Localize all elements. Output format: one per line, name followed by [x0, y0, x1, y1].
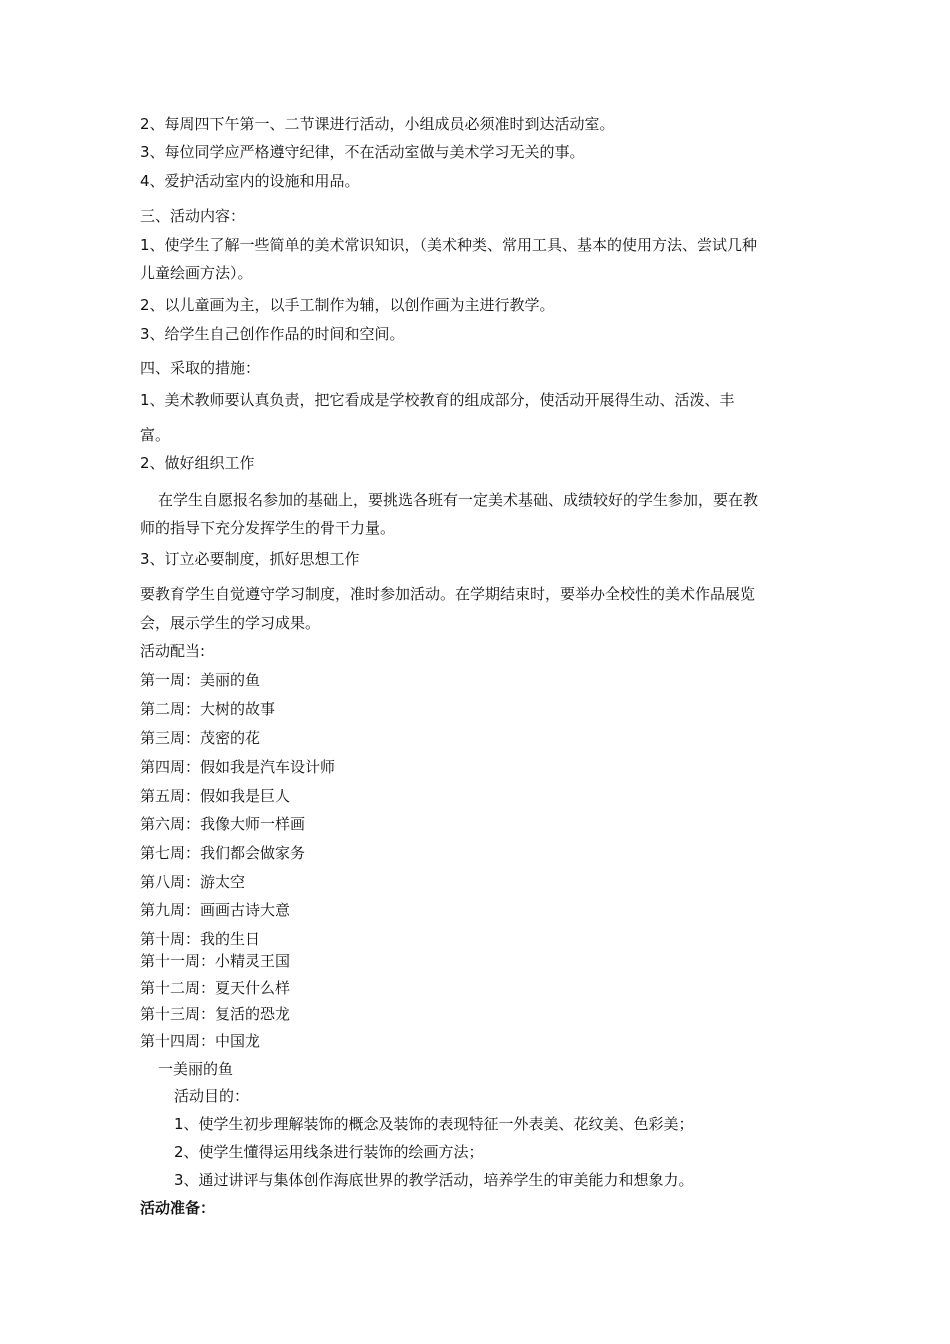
- schedule-item: 第四周：假如我是汽车设计师: [140, 758, 336, 776]
- text-line: 2、以儿童画为主，以手工制作为辅，以创作画为主进行教学。: [140, 296, 555, 314]
- lesson-goal-heading: 活动目的：: [174, 1087, 250, 1105]
- schedule-item: 第六周：我像大师一样画: [140, 815, 306, 833]
- text-line: 2、做好组织工作: [140, 454, 255, 472]
- section-heading: 三、活动内容：: [140, 207, 246, 225]
- lesson-title: 一美丽的鱼: [158, 1060, 234, 1078]
- lesson-goal-item: 2、使学生懂得运用线条进行装饰的绘画方法；: [174, 1143, 484, 1161]
- text-line: 富。: [140, 426, 171, 444]
- text-line: 儿童绘画方法）。: [140, 264, 253, 282]
- schedule-item: 第十三周：复活的恐龙: [140, 1005, 291, 1023]
- text-line: 3、给学生自己创作作品的时间和空间。: [140, 325, 405, 343]
- schedule-item: 第十四周：中国龙: [140, 1032, 261, 1050]
- text-line: 要教育学生自觉遵守学习制度，准时参加活动。在学期结束时，要举办全校性的美术作品展览: [140, 585, 756, 603]
- schedule-item: 第十一周：小精灵王国: [140, 952, 291, 970]
- schedule-item: 第十周：我的生日: [140, 930, 261, 948]
- text-line: 1、使学生了解一些简单的美术常识知识，（美术种类、常用工具、基本的使用方法、尝试几种: [140, 236, 758, 254]
- schedule-item: 第五周：假如我是巨人: [140, 787, 291, 805]
- lesson-goal-item: 1、使学生初步理解装饰的概念及装饰的表现特征一外表美、花纹美、色彩美；: [174, 1115, 694, 1133]
- text-line: 2、每周四下午第一、二节课进行活动，小组成员必须准时到达活动室。: [140, 115, 615, 133]
- schedule-item: 第一周：美丽的鱼: [140, 671, 261, 689]
- schedule-item: 第八周：游太空: [140, 873, 246, 891]
- text-line: 在学生自愿报名参加的基础上，要挑选各班有一定美术基础、成绩较好的学生参加，要在教: [158, 491, 759, 509]
- schedule-item: 第三周：茂密的花: [140, 729, 261, 747]
- text-line: 4、爱护活动室内的设施和用品。: [140, 172, 360, 190]
- lesson-prep-heading: 活动准备：: [140, 1199, 216, 1217]
- text-line: 1、美术教师要认真负责，把它看成是学校教育的组成部分，使活动开展得生动、活泼、丰: [140, 391, 735, 409]
- section-heading: 四、采取的措施：: [140, 359, 261, 377]
- text-line: 3、每位同学应严格遵守纪律，不在活动室做与美术学习无关的事。: [140, 143, 585, 161]
- text-line: 师的指导下充分发挥学生的骨干力量。: [140, 519, 396, 537]
- text-line: 会，展示学生的学习成果。: [140, 614, 321, 632]
- schedule-item: 第七周：我们都会做家务: [140, 844, 306, 862]
- schedule-item: 第二周：大树的故事: [140, 700, 276, 718]
- lesson-goal-item: 3、通过讲评与集体创作海底世界的教学活动，培养学生的审美能力和想象力。: [174, 1171, 694, 1189]
- text-line: 3、订立必要制度，抓好思想工作: [140, 550, 360, 568]
- schedule-item: 第九周：画画古诗大意: [140, 901, 291, 919]
- schedule-heading: 活动配当:: [140, 642, 206, 660]
- schedule-item: 第十二周：夏天什么样: [140, 979, 291, 997]
